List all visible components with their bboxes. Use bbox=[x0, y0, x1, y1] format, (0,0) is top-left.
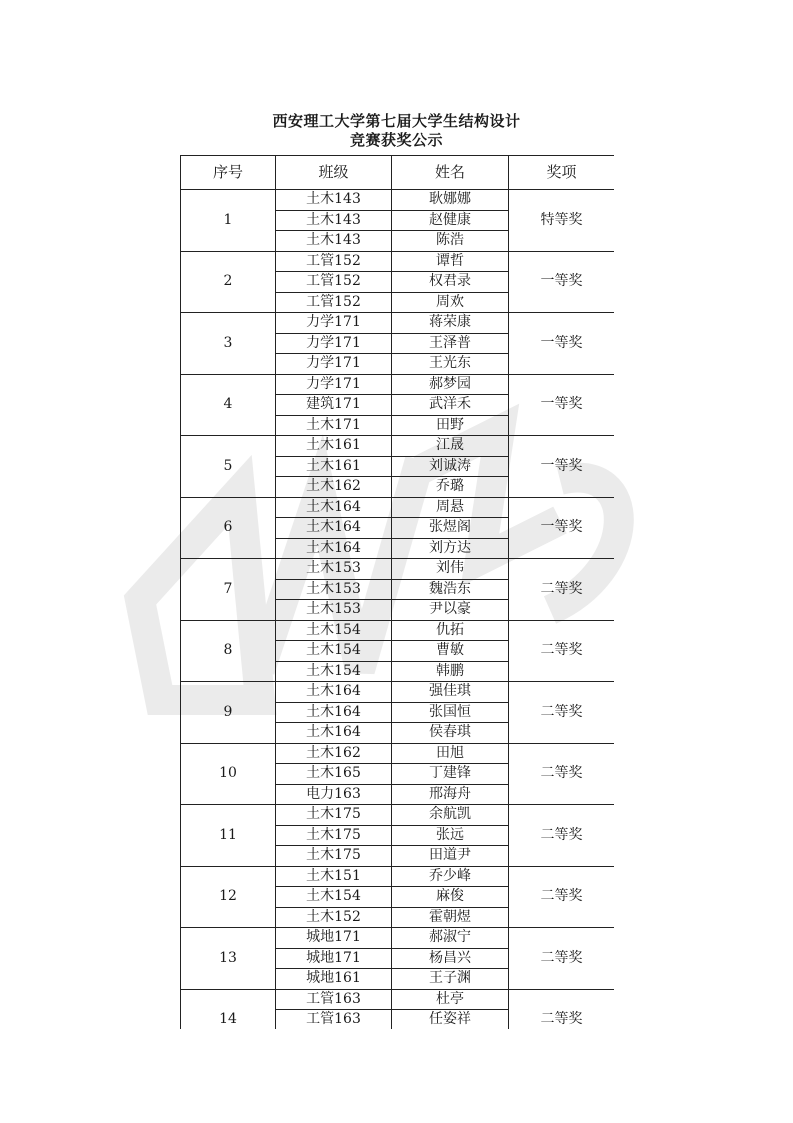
cell-name: 张煜阁 bbox=[392, 518, 509, 539]
cell-name: 侯春琪 bbox=[392, 723, 509, 744]
cell-award: 二等奖 bbox=[509, 928, 615, 990]
cell-name: 赵健康 bbox=[392, 210, 509, 231]
table-row bbox=[181, 743, 615, 764]
cell-name: 丁建锋 bbox=[392, 764, 509, 785]
cell-name: 霍朝煜 bbox=[392, 907, 509, 928]
cell-name: 张远 bbox=[392, 825, 509, 846]
cell-award: 二等奖 bbox=[509, 866, 615, 928]
cell-name: 郝淑宁 bbox=[392, 928, 509, 949]
cell-seq: 2 bbox=[181, 251, 276, 313]
cell-award: 一等奖 bbox=[509, 497, 615, 559]
cell-name: 麻俊 bbox=[392, 887, 509, 908]
cell-name: 王光东 bbox=[392, 354, 509, 375]
cell-class: 城地171 bbox=[276, 948, 392, 969]
cell-name: 尹以豪 bbox=[392, 600, 509, 621]
cell-award: 二等奖 bbox=[509, 743, 615, 805]
cell-name: 魏浩东 bbox=[392, 579, 509, 600]
cell-name: 王子渊 bbox=[392, 969, 509, 990]
cell-name: 周欢 bbox=[392, 292, 509, 313]
table-row bbox=[181, 989, 615, 1010]
cell-class: 土木161 bbox=[276, 436, 392, 457]
cell-class: 土木143 bbox=[276, 231, 392, 252]
cell-class: 土木164 bbox=[276, 518, 392, 539]
cell-seq: 6 bbox=[181, 497, 276, 559]
cell-class: 工管152 bbox=[276, 272, 392, 293]
cell-seq: 7 bbox=[181, 559, 276, 621]
cell-award: 一等奖 bbox=[509, 251, 615, 313]
header-class: 班级 bbox=[276, 156, 392, 190]
cell-name: 刘诚涛 bbox=[392, 456, 509, 477]
cell-class: 土木151 bbox=[276, 866, 392, 887]
cell-award: 特等奖 bbox=[509, 190, 615, 252]
cell-class: 土木143 bbox=[276, 210, 392, 231]
cell-name: 刘伟 bbox=[392, 559, 509, 580]
cell-class: 土木175 bbox=[276, 825, 392, 846]
cell-name: 田道尹 bbox=[392, 846, 509, 867]
cell-name: 杨昌兴 bbox=[392, 948, 509, 969]
awards-table bbox=[180, 155, 614, 1029]
cell-seq: 5 bbox=[181, 436, 276, 498]
table-row bbox=[181, 374, 615, 395]
cell-class: 土木164 bbox=[276, 723, 392, 744]
cell-award: 二等奖 bbox=[509, 682, 615, 744]
cell-name: 曹敏 bbox=[392, 641, 509, 662]
cell-class: 土木143 bbox=[276, 190, 392, 211]
cell-name: 刘方达 bbox=[392, 538, 509, 559]
cell-seq: 3 bbox=[181, 313, 276, 375]
cell-class: 力学171 bbox=[276, 333, 392, 354]
cell-name: 王泽普 bbox=[392, 333, 509, 354]
cell-seq: 12 bbox=[181, 866, 276, 928]
awards-table-container bbox=[180, 155, 614, 1029]
cell-seq: 11 bbox=[181, 805, 276, 867]
cell-class: 土木153 bbox=[276, 600, 392, 621]
cell-name: 耿娜娜 bbox=[392, 190, 509, 211]
cell-class: 土木164 bbox=[276, 538, 392, 559]
cell-award: 一等奖 bbox=[509, 436, 615, 498]
cell-class: 土木171 bbox=[276, 415, 392, 436]
cell-seq: 9 bbox=[181, 682, 276, 744]
cell-seq: 4 bbox=[181, 374, 276, 436]
cell-class: 土木154 bbox=[276, 887, 392, 908]
table-row bbox=[181, 866, 615, 887]
table-body bbox=[181, 190, 615, 1030]
cell-class: 工管163 bbox=[276, 1010, 392, 1030]
cell-name: 郝梦园 bbox=[392, 374, 509, 395]
cell-name: 张国恒 bbox=[392, 702, 509, 723]
table-row bbox=[181, 313, 615, 334]
cell-class: 工管163 bbox=[276, 989, 392, 1010]
cell-class: 土木164 bbox=[276, 682, 392, 703]
cell-class: 土木154 bbox=[276, 620, 392, 641]
cell-name: 仇拓 bbox=[392, 620, 509, 641]
cell-award: 二等奖 bbox=[509, 620, 615, 682]
cell-seq: 13 bbox=[181, 928, 276, 990]
cell-name: 田旭 bbox=[392, 743, 509, 764]
cell-class: 城地171 bbox=[276, 928, 392, 949]
cell-class: 土木164 bbox=[276, 702, 392, 723]
cell-name: 乔璐 bbox=[392, 477, 509, 498]
cell-name: 周悬 bbox=[392, 497, 509, 518]
cell-class: 工管152 bbox=[276, 251, 392, 272]
cell-name: 权君录 bbox=[392, 272, 509, 293]
table-row bbox=[181, 497, 615, 518]
cell-seq: 10 bbox=[181, 743, 276, 805]
cell-class: 土木175 bbox=[276, 805, 392, 826]
table-row bbox=[181, 559, 615, 580]
cell-class: 土木154 bbox=[276, 641, 392, 662]
cell-class: 土木161 bbox=[276, 456, 392, 477]
cell-name: 田野 bbox=[392, 415, 509, 436]
cell-seq: 8 bbox=[181, 620, 276, 682]
cell-award: 二等奖 bbox=[509, 805, 615, 867]
table-row bbox=[181, 928, 615, 949]
cell-class: 工管152 bbox=[276, 292, 392, 313]
table-row bbox=[181, 190, 615, 211]
table-row bbox=[181, 251, 615, 272]
cell-class: 电力163 bbox=[276, 784, 392, 805]
cell-class: 土木152 bbox=[276, 907, 392, 928]
cell-class: 土木162 bbox=[276, 477, 392, 498]
cell-name: 杜亭 bbox=[392, 989, 509, 1010]
cell-class: 土木153 bbox=[276, 579, 392, 600]
cell-award: 二等奖 bbox=[509, 989, 615, 1029]
cell-name: 谭哲 bbox=[392, 251, 509, 272]
cell-name: 江晟 bbox=[392, 436, 509, 457]
cell-class: 土木165 bbox=[276, 764, 392, 785]
table-row bbox=[181, 436, 615, 457]
cell-name: 乔少峰 bbox=[392, 866, 509, 887]
cell-award: 二等奖 bbox=[509, 559, 615, 621]
table-row bbox=[181, 620, 615, 641]
cell-award: 一等奖 bbox=[509, 374, 615, 436]
cell-class: 力学171 bbox=[276, 313, 392, 334]
cell-name: 任姿祥 bbox=[392, 1010, 509, 1030]
cell-class: 建筑171 bbox=[276, 395, 392, 416]
cell-class: 城地161 bbox=[276, 969, 392, 990]
table-header-row bbox=[181, 156, 615, 190]
cell-class: 土木162 bbox=[276, 743, 392, 764]
cell-class: 力学171 bbox=[276, 354, 392, 375]
cell-class: 土木164 bbox=[276, 497, 392, 518]
cell-award: 一等奖 bbox=[509, 313, 615, 375]
cell-seq: 1 bbox=[181, 190, 276, 252]
cell-name: 邢海舟 bbox=[392, 784, 509, 805]
cell-class: 力学171 bbox=[276, 374, 392, 395]
header-name: 姓名 bbox=[392, 156, 509, 190]
cell-name: 韩鹏 bbox=[392, 661, 509, 682]
cell-class: 土木153 bbox=[276, 559, 392, 580]
cell-seq: 14 bbox=[181, 989, 276, 1029]
document-title-line2: 竞赛获奖公示 bbox=[349, 131, 443, 149]
cell-class: 土木175 bbox=[276, 846, 392, 867]
cell-name: 强佳琪 bbox=[392, 682, 509, 703]
document-title-line1: 西安理工大学第七届大学生结构设计 bbox=[272, 112, 521, 130]
cell-name: 陈浩 bbox=[392, 231, 509, 252]
cell-name: 蒋荣康 bbox=[392, 313, 509, 334]
table-row bbox=[181, 682, 615, 703]
table-row bbox=[181, 805, 615, 826]
cell-class: 土木154 bbox=[276, 661, 392, 682]
cell-name: 武洋禾 bbox=[392, 395, 509, 416]
cell-name: 余航凯 bbox=[392, 805, 509, 826]
header-seq: 序号 bbox=[181, 156, 276, 190]
header-award: 奖项 bbox=[509, 156, 615, 190]
